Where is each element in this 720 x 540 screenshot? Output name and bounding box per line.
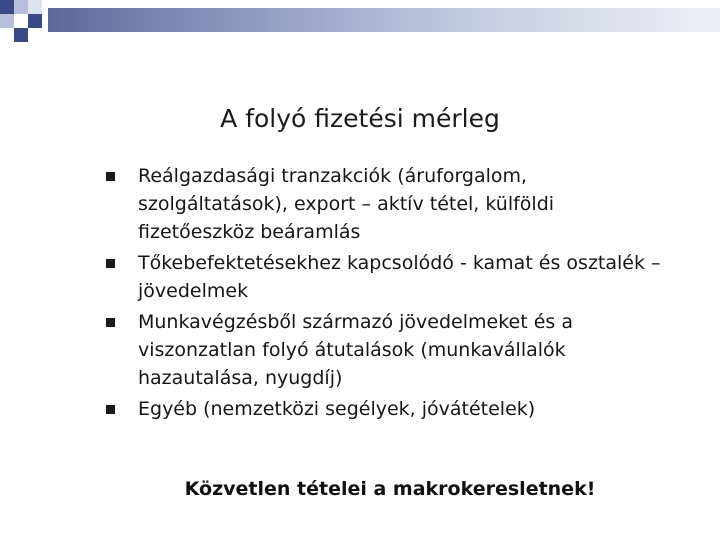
deco-square	[28, 0, 42, 14]
slide-title: A folyó fizetési mérleg	[220, 104, 500, 133]
bullet-text: Munkavégzésből származó jövedelmeket és a viszonzatlan folyó átutalások (munkavállalók hazautalása, nyugdíj)	[138, 311, 573, 389]
conclusion-text: Közvetlen tételei a makrokeresletnek!	[184, 478, 596, 500]
bullet-text: Egyéb (nemzetközi segélyek, jóvátételek)	[138, 398, 536, 420]
bullet-item	[106, 395, 666, 423]
deco-square	[14, 28, 28, 42]
deco-square	[0, 14, 14, 28]
header-gradient-band	[48, 8, 720, 32]
bullet-item	[106, 162, 666, 246]
bullet-list	[106, 162, 666, 426]
square-bullet-icon	[106, 172, 115, 181]
deco-square	[14, 0, 28, 14]
deco-square	[28, 14, 42, 28]
bullet-item	[106, 308, 666, 392]
square-bullet-icon	[106, 405, 115, 414]
bullet-text: Reálgazdasági tranzakciók (áruforgalom, szolgáltatások), export – aktív tétel, külföldi fizetőeszköz beáramlás	[138, 165, 555, 243]
bullet-item	[106, 249, 666, 305]
deco-square	[0, 0, 14, 14]
square-bullet-icon	[106, 259, 115, 268]
bullet-text: Tőkebefektetésekhez kapcsolódó - kamat és osztalék – jövedelmek	[138, 252, 661, 302]
header-decoration	[0, 0, 720, 45]
square-bullet-icon	[106, 318, 115, 327]
